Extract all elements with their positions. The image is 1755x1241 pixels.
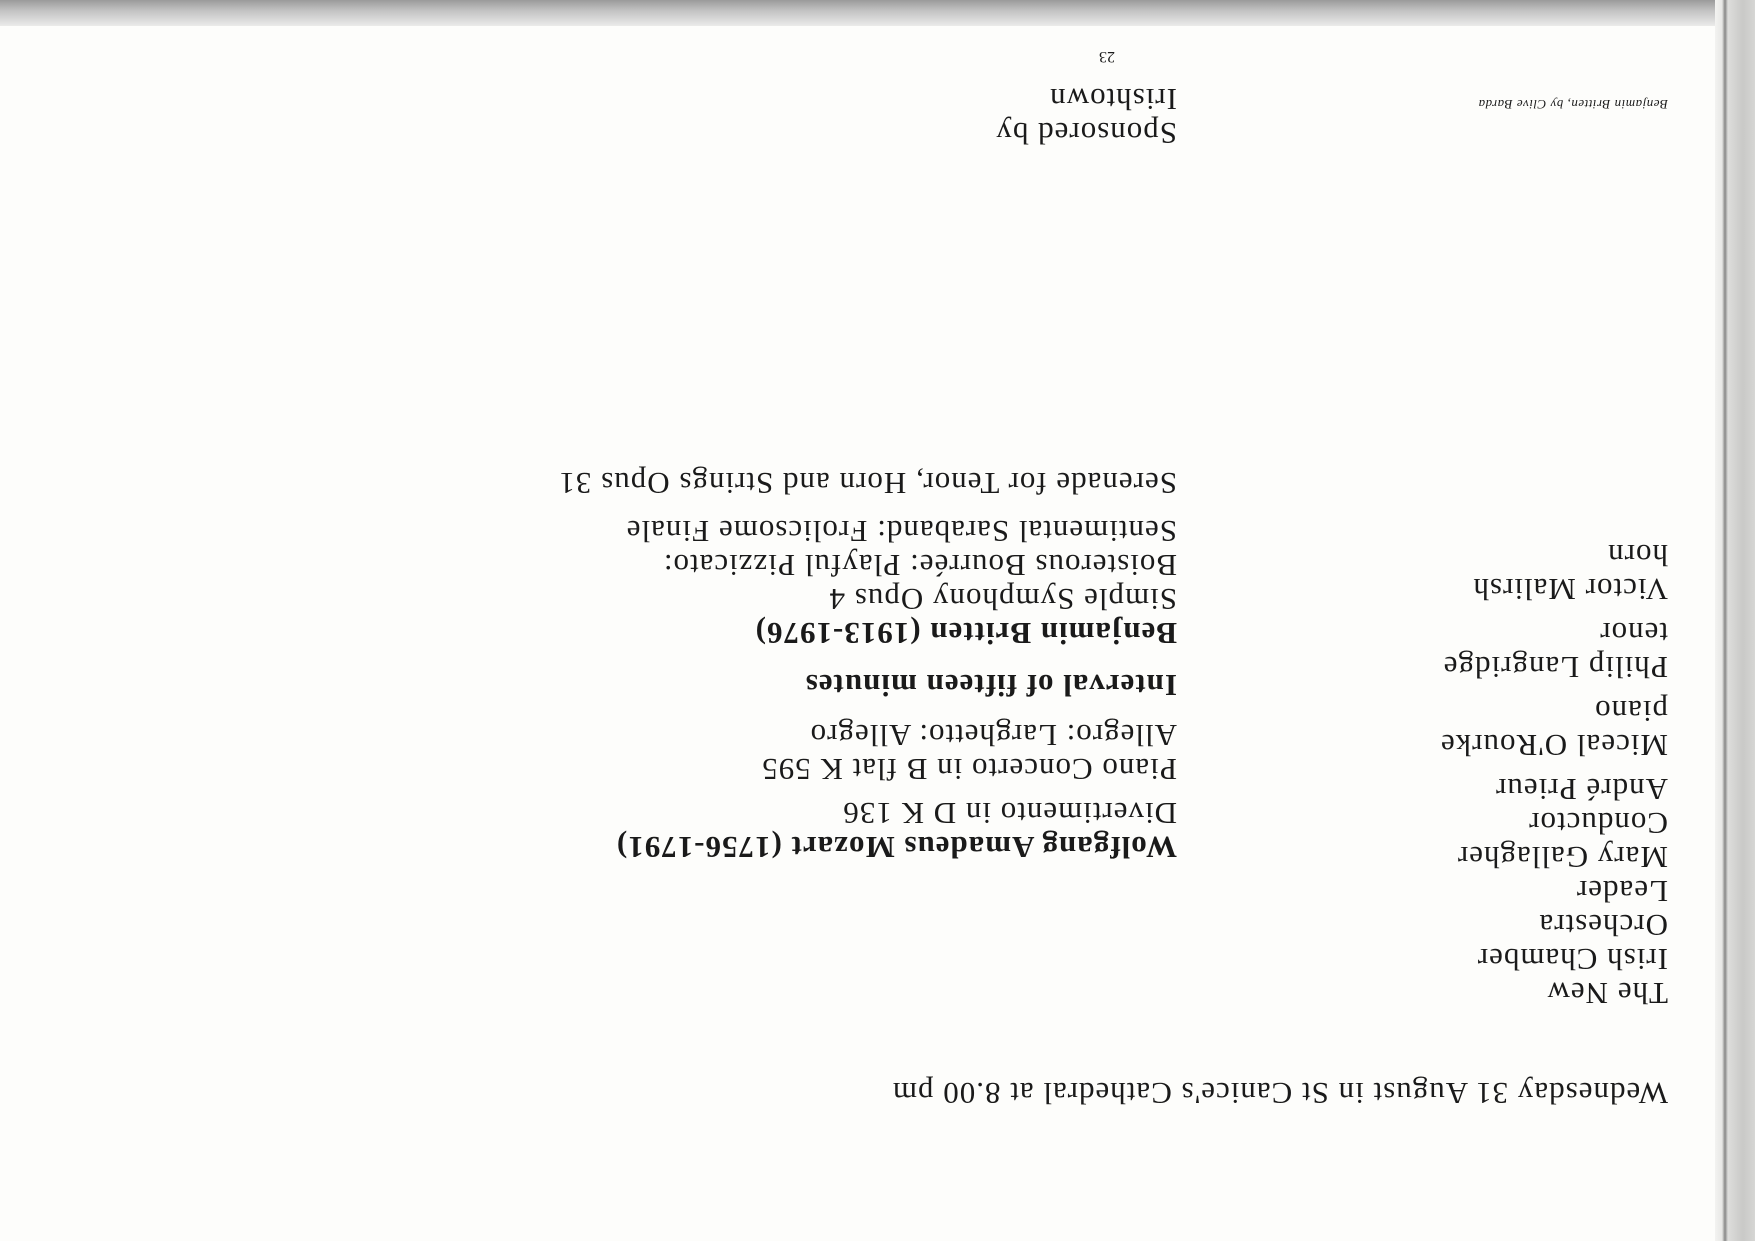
ensemble-line-7: André Prieur	[1495, 772, 1668, 807]
work-simple-symphony-movements-1: Boisterous Bourrée: Playful Pizzicato:	[662, 548, 1177, 583]
ensemble-line-6: Conductor	[1528, 806, 1668, 841]
ensemble-line-10: Philip Langridge	[1442, 650, 1668, 685]
ensemble-line-13: horn	[1607, 538, 1668, 573]
event-line: Wednesday 31 August in St Canice's Cathedral at 8.00 pm	[891, 1076, 1668, 1111]
composer-mozart: Wolfgang Amadeus Mozart (1756-1791)	[615, 830, 1177, 865]
ensemble-line-9: piano	[1594, 694, 1668, 729]
ensemble-line-2: Irish Chamber	[1476, 942, 1668, 977]
work-serenade: Serenade for Tenor, Horn and Strings Opus 31	[558, 466, 1177, 501]
ensemble-line-8: Miceal O'Rourke	[1439, 728, 1668, 763]
work-simple-symphony: Simple Symphony Opus 4	[828, 582, 1177, 617]
interval-note: Interval of fifteen minutes	[804, 668, 1177, 703]
ensemble-line-1: The New	[1546, 976, 1668, 1011]
composer-britten: Benjamin Britten (1913-1976)	[754, 616, 1177, 651]
ensemble-line-5: Mary Gallagher	[1456, 840, 1668, 875]
photo-caption: Benjamin Britten, by Clive Barda	[1478, 97, 1668, 112]
ensemble-line-11: tenor	[1599, 616, 1668, 651]
work-piano-concerto-movements: Allegro: Larghetto: Allegro	[809, 718, 1177, 753]
work-simple-symphony-movements-2: Sentimental Saraband: Frolicsome Finale	[625, 514, 1177, 549]
sponsor-label: Sponsored by	[995, 116, 1177, 151]
ensemble-line-4: Leader	[1575, 874, 1668, 909]
work-piano-concerto: Piano Concerto in B flat K 595	[761, 752, 1177, 787]
work-divertimento: Divertimento in D K 136	[842, 796, 1177, 831]
ensemble-line-3: Orchestra	[1538, 908, 1668, 943]
page-number: 23	[1099, 48, 1115, 65]
sponsor-name: Irishtown	[1049, 82, 1177, 117]
ensemble-line-12: Victor Malirsh	[1472, 572, 1668, 607]
